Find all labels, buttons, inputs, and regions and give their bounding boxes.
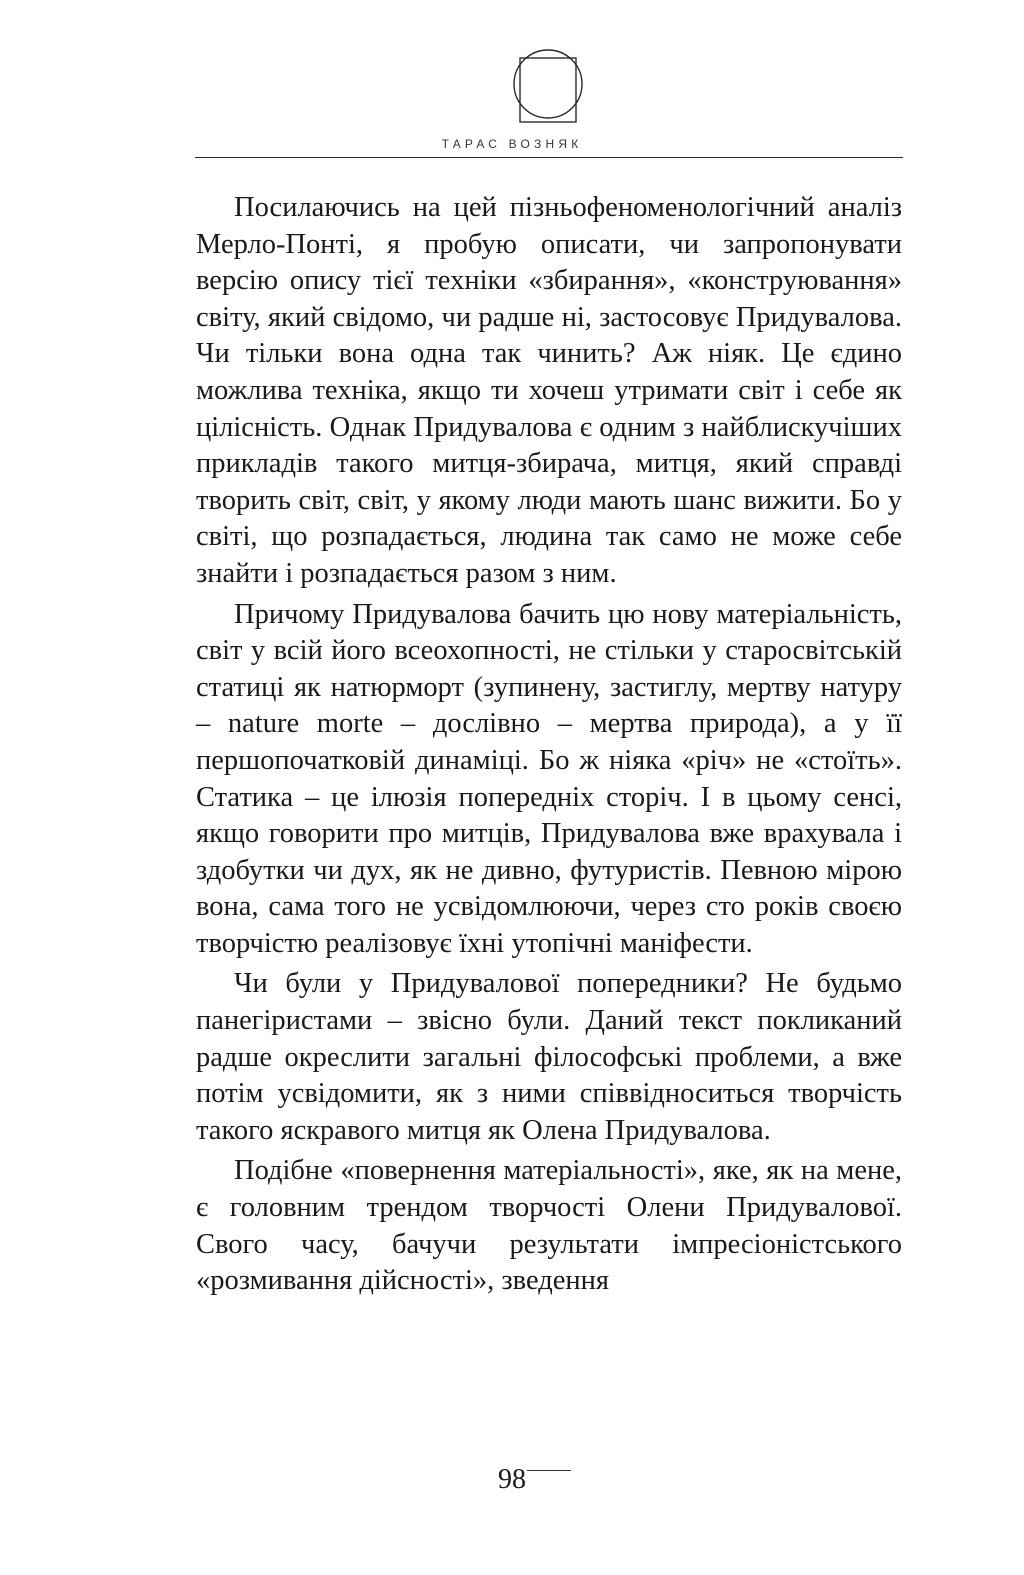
paragraph-2: Причому Придувалова бачить цю нову матеріальність, світ у всій його всеохопності, не стільки у старосвітській статиці як натюрморт (зупинену, застиглу, мертву натуру – nature morte – дослівно – мертва природа), а у її першопочатковій динаміці. Бо ж ніяка «річ» не «стоїть». Статика – це ілюзія попередніх сторіч. І в цьому сенсі, якщо говорити про митців, Придувалова вже врахувала і здобутки чи дух, як не дивно, футуристів. Певною мірою вона, сама того не усвідомлюючи, через сто років своєю творчістю реалізовує їхні утопічні маніфести.	[196, 598, 902, 959]
paragraph-3: Чи були у Придувалової попередники? Не будьмо панегіристами – звісно були. Даний текст покликаний радше окреслити загальні філософські проблеми, а вже потім усвідомити, як з ними співвідноситься творчість такого яскравого митця як Олена Придувалова.	[196, 968, 902, 1146]
page-number: 98	[498, 1464, 526, 1495]
running-header-author: ТАРАС ВОЗНЯК	[441, 137, 583, 151]
paragraph-1: Посилаючись на цей пізньофеноменологічний аналіз Мерло-Понті, я пробую описати, чи запропонувати версію опису тієї техніки «збирання», «конструювання» світу, який свідомо, чи радше ні, застосовує Придувалова. Чи тільки вона одна так чинить? Аж ніяк. Це єдино можлива техніка, якщо ти хочеш утримати світ і себе як цілісність. Однак Придувалова є одним з найблискучіших прикладів такого митця-збирача, митця, який справді творить світ, світ, у якому люди мають шанс вижити. Бо у світі, що розпадається, людина так само не може себе знайти і розпадається разом з ним.	[196, 192, 902, 589]
circle-square-emblem-icon	[510, 48, 586, 124]
header-rule	[195, 157, 903, 158]
paragraph-4: Подібне «повернення матеріальності», яке, як на мене, є головним трендом творчості Олени Придувалової. Свого часу, бачучи результати імпресіоністського «розмивання дійсності», зведення	[196, 1155, 902, 1297]
body-text	[196, 190, 902, 1300]
